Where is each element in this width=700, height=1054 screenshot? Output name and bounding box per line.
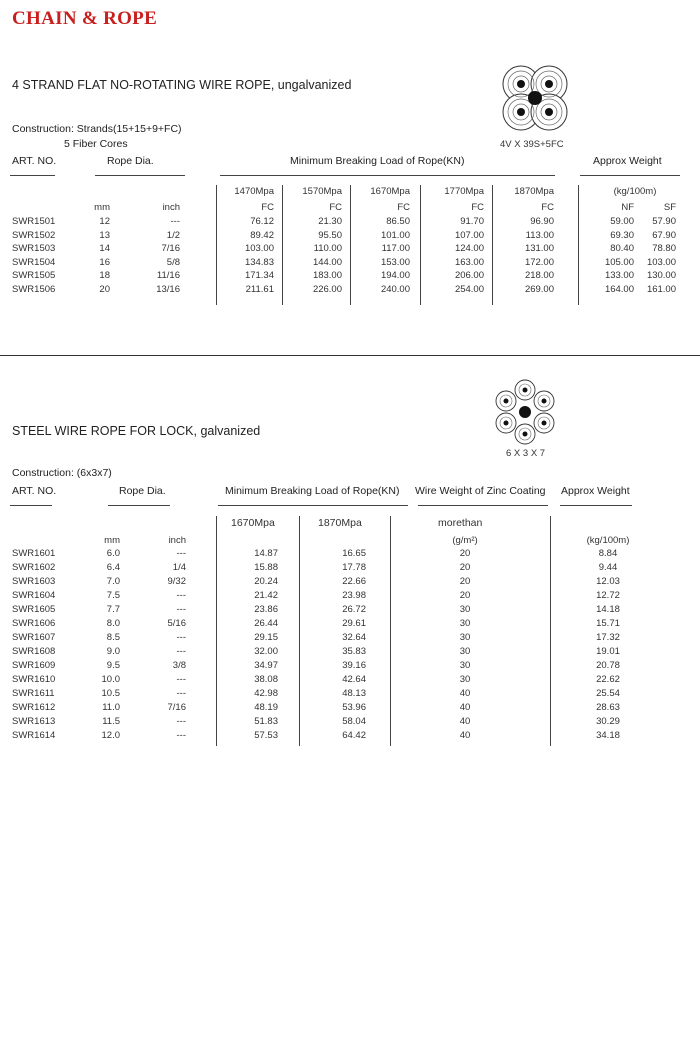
s1-cell-1770: 107.00 — [454, 229, 484, 241]
s1-cell-1670: 240.00 — [380, 283, 410, 295]
s1-cell-1570: 183.00 — [312, 270, 342, 281]
s2-cell-zinc: 30 — [459, 618, 471, 629]
grade-1470: 1470Mpa — [234, 186, 274, 197]
s2-cell-1670: 20.24 — [254, 576, 278, 587]
s1-cell-nf: 164.00 — [604, 283, 634, 295]
s2-cell-1870: 16.65 — [342, 548, 366, 559]
s1-cell-1470: 103.00 — [244, 243, 274, 254]
s1-cell-nf: 105.00 — [604, 256, 634, 268]
s1-cell-nf: 133.00 — [604, 270, 634, 281]
s2-cell-1670: 26.44 — [254, 618, 278, 629]
s2-cell-art-no: SWR1604 — [12, 590, 56, 601]
s1-cell-1470: 76.12 — [250, 216, 274, 227]
s1-cell-1870: 113.00 — [525, 229, 554, 241]
sf-label: SF — [663, 202, 676, 213]
s2-cell-weight: 8.84 — [598, 548, 618, 559]
section2-title: STEEL WIRE ROPE FOR LOCK, galvanized — [12, 424, 261, 438]
s1-cell-mm: 12 — [99, 216, 110, 227]
s2-cell-1870: 23.98 — [342, 590, 366, 601]
s2-cell-weight: 9.44 — [598, 562, 618, 573]
s2-cell-art-no: SWR1606 — [12, 618, 56, 629]
s1-cell-art-no: SWR1505 — [12, 270, 56, 281]
s2-cell-mm: 9.0 — [106, 646, 120, 657]
s2-cell-zinc: 30 — [459, 632, 471, 643]
s2-cell-art-no: SWR1609 — [12, 660, 56, 671]
s2-cell-weight: 30.29 — [596, 716, 620, 727]
s2-cell-mm: 7.0 — [106, 576, 120, 587]
section2-construction: Construction: (6x3x7) — [12, 467, 112, 479]
grade-1870: 1870Mpa — [514, 186, 554, 197]
s2-cell-weight: 25.54 — [596, 688, 620, 699]
brand-title: CHAIN & ROPE — [12, 8, 158, 29]
s1-cell-nf: 59.00 — [610, 216, 634, 227]
s2-cell-inch: 3/8 — [172, 660, 186, 671]
s2-cell-mm: 11.5 — [102, 716, 120, 727]
s2-cell-weight: 20.78 — [596, 660, 620, 671]
s2-cell-zinc: 40 — [459, 702, 471, 713]
s1-cell-1570: 226.00 — [312, 283, 342, 295]
s2-cell-art-no: SWR1613 — [12, 716, 56, 727]
s1-cell-sf: 103.00 — [646, 256, 676, 268]
fc-label: FC — [397, 202, 410, 213]
s2-cell-art-no: SWR1605 — [12, 604, 56, 615]
s2-cell-weight: 14.18 — [596, 604, 620, 615]
section1-unit-kg: (kg/100m) — [613, 186, 657, 197]
s2-cell-1870: 29.61 — [342, 618, 366, 629]
s2-cell-inch: --- — [176, 632, 186, 643]
s2-cell-1670: 29.15 — [254, 632, 278, 643]
section2-unit-kg: (kg/100m) — [586, 535, 630, 546]
s2-cell-zinc: 40 — [459, 730, 471, 741]
s2-cell-weight: 34.18 — [596, 730, 620, 741]
s2-cell-art-no: SWR1608 — [12, 646, 56, 657]
s2-cell-mm: 10.5 — [101, 688, 120, 699]
s2-cell-art-no: SWR1614 — [12, 730, 56, 741]
grade-1570: 1570Mpa — [302, 186, 342, 197]
s1-cell-1770: 206.00 — [454, 270, 484, 281]
s1-cell-1870: 269.00 — [524, 283, 554, 295]
s1-cell-sf: 67.90 — [652, 229, 676, 241]
section1-title: 4 STRAND FLAT NO-ROTATING WIRE ROPE, ungalvanized — [12, 78, 352, 92]
s2-cell-mm: 6.0 — [106, 548, 120, 559]
s2-cell-mm: 12.0 — [101, 730, 120, 741]
fc-label: FC — [541, 202, 554, 213]
s1-cell-1770: 254.00 — [454, 283, 484, 295]
s2-cell-inch: 1/4 — [172, 562, 186, 573]
s1-cell-nf: 80.40 — [610, 243, 634, 254]
s2-cell-1870: 32.64 — [342, 632, 366, 643]
fc-label: FC — [471, 202, 484, 213]
section2-grade-1670: 1670Mpa — [231, 517, 275, 529]
s2-cell-1870: 22.66 — [342, 576, 366, 587]
s2-cell-inch: --- — [176, 590, 186, 601]
s2-cell-1670: 48.19 — [254, 702, 278, 713]
section1-diagram-label: 4V X 39S+5FC — [500, 139, 564, 150]
s1-cell-art-no: SWR1502 — [12, 229, 56, 241]
s2-cell-weight: 22.62 — [596, 674, 620, 685]
s1-cell-1670: 101.00 — [380, 229, 410, 241]
s1-cell-art-no: SWR1503 — [12, 243, 56, 254]
s2-cell-1870: 26.72 — [342, 604, 366, 615]
s2-cell-mm: 7.7 — [106, 604, 120, 615]
s1-cell-1470: 134.83 — [244, 256, 274, 268]
s2-cell-1670: 14.87 — [254, 548, 278, 559]
s1-cell-art-no: SWR1504 — [12, 256, 56, 268]
s1-cell-1570: 95.50 — [318, 229, 342, 241]
s1-cell-sf: 57.90 — [652, 216, 676, 227]
s2-cell-inch: --- — [176, 548, 186, 559]
s2-cell-inch: --- — [176, 730, 186, 741]
s1-cell-1770: 163.00 — [454, 256, 484, 268]
s2-cell-weight: 28.63 — [596, 702, 620, 713]
s1-cell-1570: 21.30 — [318, 216, 342, 227]
s1-cell-1470: 171.34 — [244, 270, 274, 281]
s2-cell-1670: 42.98 — [254, 688, 278, 699]
s2-cell-1870: 35.83 — [342, 646, 366, 657]
s1-cell-mm: 13 — [99, 229, 110, 241]
section1-header-rope-dia: Rope Dia. — [107, 155, 154, 167]
s2-cell-mm: 7.5 — [106, 590, 120, 601]
s1-cell-1670: 153.00 — [380, 256, 410, 268]
s1-cell-art-no: SWR1506 — [12, 283, 56, 295]
s1-cell-sf: 78.80 — [652, 243, 676, 254]
s2-cell-weight: 19.01 — [596, 646, 620, 657]
s2-cell-1870: 17.78 — [342, 562, 366, 573]
section1-unit-inch: inch — [162, 202, 180, 213]
section2-grade-1870: 1870Mpa — [318, 517, 362, 529]
s1-cell-sf: 161.00 — [646, 283, 676, 295]
s2-cell-1870: 39.16 — [342, 660, 366, 671]
rope-4strand-icon — [497, 60, 573, 136]
s2-cell-art-no: SWR1603 — [12, 576, 56, 587]
s1-cell-inch: --- — [170, 216, 180, 227]
s2-cell-1870: 53.96 — [342, 702, 366, 713]
s2-cell-weight: 12.72 — [596, 590, 620, 601]
s2-cell-1870: 64.42 — [342, 730, 366, 741]
section1-construction-line2: 5 Fiber Cores — [64, 138, 128, 150]
s2-cell-weight: 12.03 — [596, 576, 620, 587]
s2-cell-inch: --- — [176, 646, 186, 657]
s1-cell-1670: 194.00 — [380, 270, 410, 281]
s2-cell-zinc: 30 — [459, 660, 471, 671]
s2-cell-mm: 10.0 — [101, 674, 120, 685]
morethan-label: morethan — [438, 517, 483, 529]
s2-cell-art-no: SWR1601 — [12, 548, 56, 559]
s1-cell-1770: 91.70 — [460, 216, 484, 227]
s2-cell-zinc: 20 — [459, 548, 471, 559]
section2-header-rope-dia: Rope Dia. — [119, 485, 166, 497]
section-divider — [0, 355, 700, 356]
s2-cell-inch: --- — [176, 604, 186, 615]
s1-cell-inch: 13/16 — [156, 283, 180, 295]
s1-cell-1470: 89.42 — [250, 229, 274, 241]
section2-unit-mm: mm — [104, 535, 120, 546]
s2-cell-1670: 57.53 — [254, 730, 278, 741]
section2-header-art-no: ART. NO. — [12, 485, 57, 497]
section2-header-zinc: Wire Weight of Zinc Coating — [415, 485, 546, 497]
s2-cell-1670: 34.97 — [254, 660, 278, 671]
section2-unit-inch: inch — [168, 535, 186, 546]
s2-cell-inch: --- — [176, 716, 186, 727]
s2-cell-1870: 58.04 — [342, 716, 366, 727]
s1-cell-1570: 144.00 — [312, 256, 342, 268]
s2-cell-inch: --- — [176, 674, 186, 685]
s1-cell-art-no: SWR1501 — [12, 216, 56, 227]
s1-cell-inch: 11/16 — [156, 270, 180, 281]
s2-cell-mm: 9.5 — [106, 660, 120, 671]
s2-cell-art-no: SWR1602 — [12, 562, 56, 573]
section1-construction-line1: Construction: Strands(15+15+9+FC) — [12, 123, 182, 135]
s2-cell-art-no: SWR1612 — [12, 702, 56, 713]
section2-header-weight: Approx Weight — [561, 485, 630, 497]
s2-cell-mm: 8.0 — [106, 618, 120, 629]
s2-cell-mm: 11.0 — [102, 702, 120, 713]
section1-unit-mm: mm — [94, 202, 110, 213]
s1-cell-mm: 14 — [99, 243, 110, 254]
s1-cell-1570: 110.00 — [313, 243, 342, 254]
s1-cell-inch: 1/2 — [166, 229, 180, 241]
s2-cell-1670: 21.42 — [254, 590, 278, 601]
s2-cell-1670: 23.86 — [254, 604, 278, 615]
s2-cell-weight: 15.71 — [596, 618, 620, 629]
s2-cell-zinc: 20 — [459, 562, 471, 573]
s1-cell-mm: 20 — [99, 283, 110, 295]
s1-cell-1470: 211.61 — [245, 283, 274, 295]
s1-cell-1670: 117.00 — [381, 243, 410, 254]
s2-cell-inch: 9/32 — [167, 576, 186, 587]
s2-cell-art-no: SWR1607 — [12, 632, 56, 643]
s2-cell-zinc: 30 — [459, 604, 471, 615]
section2-unit-gm2: (g/m²) — [452, 535, 478, 546]
s2-cell-1670: 15.88 — [254, 562, 278, 573]
s1-cell-1770: 124.00 — [454, 243, 484, 254]
s2-cell-1870: 48.13 — [342, 688, 366, 699]
s2-cell-art-no: SWR1611 — [12, 688, 55, 699]
s1-cell-1870: 131.00 — [524, 243, 554, 254]
s1-cell-sf: 130.00 — [646, 270, 676, 281]
s2-cell-zinc: 40 — [459, 688, 471, 699]
s2-cell-weight: 17.32 — [596, 632, 620, 643]
section2-header-mbl: Minimum Breaking Load of Rope(KN) — [225, 485, 400, 497]
section2-diagram-label: 6 X 3 X 7 — [506, 448, 546, 459]
s1-cell-1870: 218.00 — [524, 270, 554, 281]
grade-1770: 1770Mpa — [444, 186, 484, 197]
section1-header-art-no: ART. NO. — [12, 155, 57, 167]
nf-label: NF — [621, 202, 634, 213]
s2-cell-1670: 51.83 — [254, 716, 278, 727]
s1-cell-1870: 96.90 — [530, 216, 554, 227]
s2-cell-1870: 42.64 — [342, 674, 366, 685]
rope-6x3x7-icon — [491, 378, 559, 446]
s2-cell-zinc: 20 — [459, 576, 471, 587]
s1-cell-1870: 172.00 — [524, 256, 554, 268]
s2-cell-art-no: SWR1610 — [12, 674, 56, 685]
section1-header-mbl: Minimum Breaking Load of Rope(KN) — [290, 155, 465, 167]
fc-label: FC — [261, 202, 274, 213]
grade-1670: 1670Mpa — [370, 186, 410, 197]
s1-cell-inch: 5/8 — [166, 256, 180, 268]
s2-cell-1670: 38.08 — [254, 674, 278, 685]
s1-cell-1670: 86.50 — [386, 216, 410, 227]
s1-cell-mm: 18 — [99, 270, 110, 281]
s1-cell-nf: 69.30 — [610, 229, 634, 241]
s2-cell-zinc: 30 — [459, 646, 471, 657]
fc-label: FC — [329, 202, 342, 213]
s2-cell-zinc: 40 — [459, 716, 471, 727]
s2-cell-inch: 7/16 — [167, 702, 186, 713]
s2-cell-zinc: 20 — [459, 590, 471, 601]
s2-cell-1670: 32.00 — [254, 646, 278, 657]
s1-cell-inch: 7/16 — [161, 243, 180, 254]
s2-cell-mm: 6.4 — [106, 562, 120, 573]
section1-header-weight: Approx Weight — [593, 155, 662, 167]
s1-cell-mm: 16 — [99, 256, 110, 268]
s2-cell-inch: --- — [176, 688, 186, 699]
s2-cell-mm: 8.5 — [106, 632, 120, 643]
s2-cell-inch: 5/16 — [167, 618, 186, 629]
s2-cell-zinc: 30 — [459, 674, 471, 685]
